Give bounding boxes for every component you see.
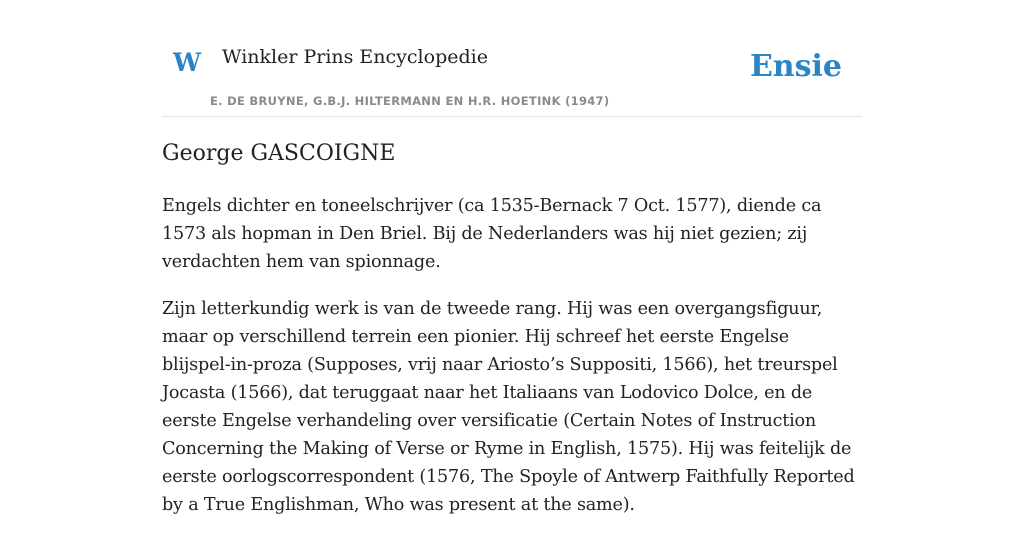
source-header bbox=[162, 0, 862, 117]
article-title: George GASCOIGNE bbox=[162, 141, 396, 166]
article-paragraph: Engels dichter en toneelschrijver (ca 1535-Bernack 7 Oct. 1577), diende ca 1573 als hopman in Den Briel. Bij de Nederlanders was hij niet gezien; zij verdachten hem van spionnage. bbox=[162, 196, 822, 272]
source-logo[interactable]: W bbox=[173, 48, 202, 77]
source-title[interactable]: Winkler Prins Encyclopedie bbox=[222, 46, 488, 68]
ensie-logo[interactable]: Ensie bbox=[749, 49, 842, 84]
article-body bbox=[162, 192, 862, 538]
article-page bbox=[162, 0, 862, 515]
article-paragraph: Zijn letterkundig werk is van de tweede rang. Hij was een overgangsfiguur, maar op verschillend terrein een pionier. Hij schreef het eerste Engelse blijspel-in-proza (Supposes, vrij naar Ariosto’s Suppositi, 1566), het treurspel Jocasta (1566), dat teruggaat naar het Italiaans van Lodovico Dolce, en de eerste Engelse verhandeling over versificatie (Certain Notes of Instruction Concerning the Making of Verse or Ryme in English, 1575). Hij was feitelijk de eerste oorlogscorrespondent (1576, The Spoyle of Antwerp Faithfully Reported by a True Englishman, Who was present at the same). bbox=[162, 299, 855, 515]
source-authors: E. DE BRUYNE, G.B.J. HILTERMANN EN H.R. HOETINK (1947) bbox=[210, 94, 610, 108]
